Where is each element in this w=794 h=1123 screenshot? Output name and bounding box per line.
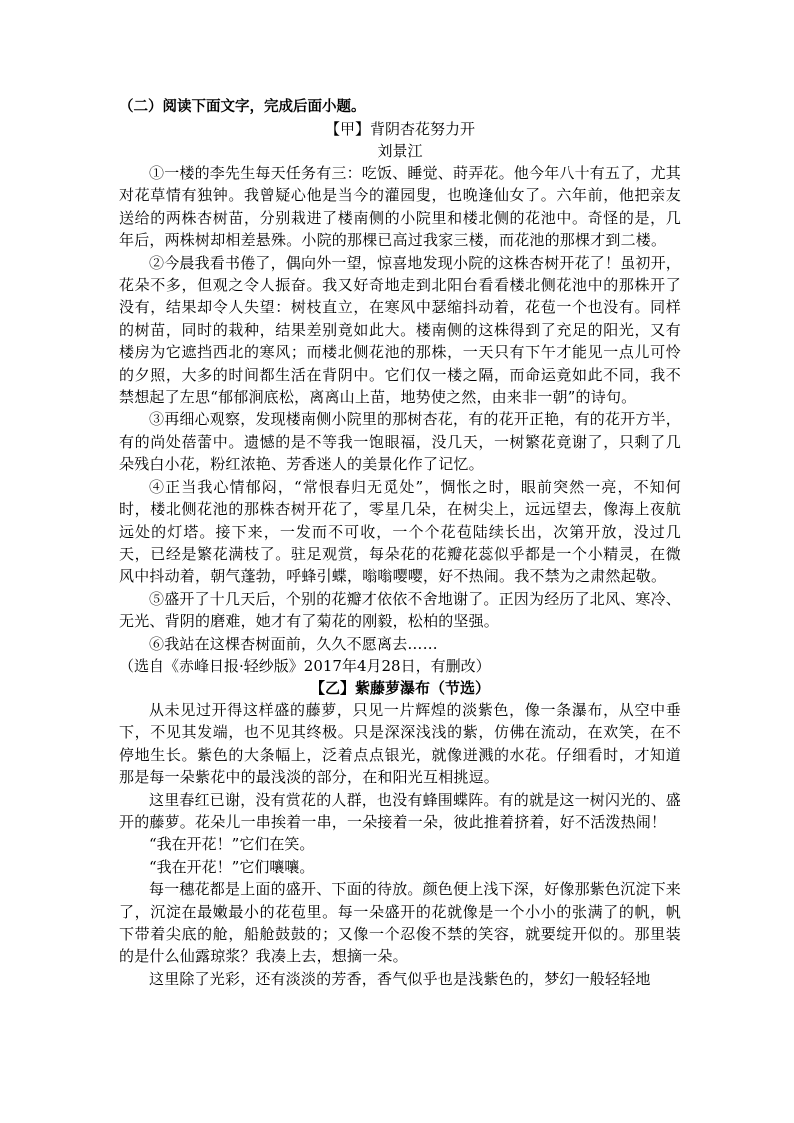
passage-a-paragraph-4: ④正当我心情郁闷，“常恨春归无觅处”，惆怅之时，眼前突然一亮，不知何时，楼北侧花池的那株杏树开花了，零星几朵，在树尖上，远远望去，像海上夜航远处的灯塔。接下来，一发而不可收，一个个花苞陆续长出，次第开放，没过几天，已经是繁花满枝了。驻足观赏，每朵花的花瓣花蕊似乎都是一个小精灵，在微风中抖动着，朝气蓬勃，呼蜂引蝶，嗡嗡嘤嘤，好不热闹。我不禁为之肃然起敬。: [119, 477, 681, 586]
passage-b-paragraph-1: 从未见过开得这样盛的藤萝，只见一片辉煌的淡紫色，像一条瀑布，从空中垂下，不见其发端，也不见其终极。只是深深浅浅的紫，仿佛在流动，在欢笑，在不停地生长。紫色的大条幅上，泛着点点银光，就像迸溅的水花。仔细看时，才知道那是每一朵紫花中的最浅淡的部分，在和阳光互相挑逗。: [119, 700, 681, 787]
passage-a-source: （选自《赤峰日报·轻纱版》2017年4月28日，有删改）: [119, 656, 491, 675]
passage-b-dialog-1: “我在开花！”它们在笑。: [149, 835, 315, 854]
passage-b-paragraph-4: 这里除了光彩，还有淡淡的芳香，香气似乎也是浅紫色的，梦幻一般轻轻地: [149, 969, 651, 988]
passage-a-author: 刘景江: [377, 142, 423, 160]
section-heading: （二）阅读下面文字，完成后面小题。: [119, 99, 366, 115]
passage-a-paragraph-5: ⑤盛开了十几天后，个别的花瓣才依依不舍地谢了。正因为经历了北风、寒冷、无光、背阴的磨难，她才有了菊花的刚毅，松柏的坚强。: [119, 589, 682, 631]
passage-b-title-text: 【乙】紫藤萝瀑布（节选）: [309, 678, 490, 697]
passage-b-paragraph-3: 每一穗花都是上面的盛开、下面的待放。颜色便上浅下深，好像那紫色沉淀下来了，沉淀在最嫩最小的花苞里。每一朵盛开的花就像是一个小小的张满了的帆，帆下带着尖底的舱，船舱鼓鼓的；又像一个忍俊不禁的笑容，就要绽开似的。那里装的是什么仙露琼浆？我凑上去，想摘一朵。: [119, 880, 682, 966]
passage-a-paragraph-6: ⑥我站在这棵杏树面前，久久不愿离去……: [149, 634, 438, 653]
passage-a-title: 【甲】背阴杏花努力开: [324, 120, 475, 138]
document-page: [119, 96, 681, 990]
passage-b-paragraph-2: 这里春红已谢，没有赏花的人群，也没有蜂围蝶阵。有的就是这一树闪光的、盛开的藤萝。花朵儿一串挨着一串，一朵接着一朵，彼此推着挤着，好不活泼热闹！: [119, 790, 682, 831]
passage-a-paragraph-2: ②今晨我看书倦了，偶向外一望，惊喜地发现小院的这株杏树开花了！虽初开，花朵不多，但观之令人振奋。我又好奇地走到北阳台看看楼北侧花池中的那株开了没有，结果却令人失望：树枝直立，在寒风中瑟缩抖动着，花苞一个也没有。同样的树苗，同时的栽种，结果差别竟如此大。楼南侧的这株得到了充足的阳光，又有楼房为它遮挡西北的寒风；而楼北侧花池的那株，一天只有下午才能见一点儿可怜的夕照，大多的时间都生活在背阴中。它们仅一楼之隔，而命运竟如此不同，我不禁想起了左思“郁郁涧底松，离离山上苗，地势使之然，由来非一朝”的诗句。: [119, 253, 682, 407]
passage-b-dialog-2: “我在开花！”它们嚷嚷。: [149, 857, 315, 876]
passage-a-paragraph-3: ③再细心观察，发现楼南侧小院里的那树杏花，有的花开正艳，有的花开方半，有的尚处蓓蕾中。遗憾的是不等我一饱眼福，没几天，一树繁花竟谢了，只剩了几朵残白小花，粉红浓艳、芳香迷人的美景化作了记忆。: [119, 410, 682, 474]
passage-b-title: [119, 677, 681, 699]
passage-a-paragraph-1: ①一楼的李先生每天任务有三：吃饭、睡觉、莳弄花。他今年八十有五了，尤其对花草情有独钟。我曾疑心他是当今的灌园叟，也晚逢仙女了。六年前，他把亲友送给的两株杏树苗，分别栽进了楼南侧的小院里和楼北侧的花池中。奇怪的是，几年后，两株树却相差悬殊。小院的那棵已高过我家三楼，而花池的那棵才到二楼。: [119, 164, 682, 250]
